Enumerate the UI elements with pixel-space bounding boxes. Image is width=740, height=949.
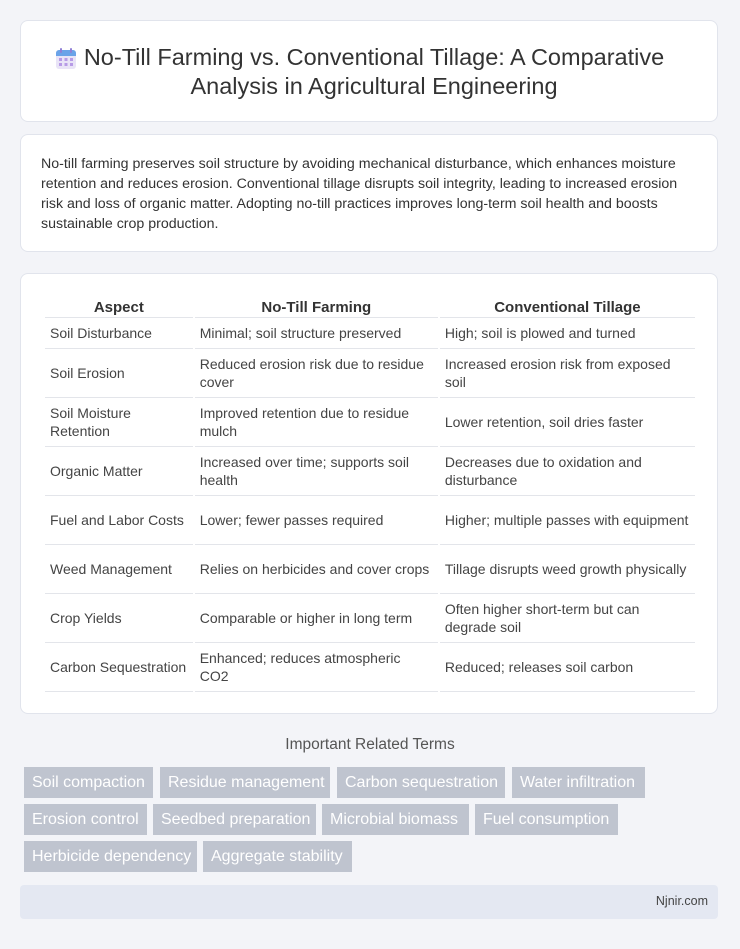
cell-no-till: Minimal; soil structure preserved — [195, 318, 438, 349]
cell-conventional: Tillage disrupts weed growth physically — [440, 545, 695, 594]
table-row — [45, 398, 695, 447]
page-title-line-2: Analysis in Agricultural Engineering — [190, 73, 558, 99]
comparison-table — [43, 297, 697, 692]
cell-aspect: Soil Moisture Retention — [45, 398, 193, 447]
term-tag[interactable]: Soil compaction — [24, 767, 153, 798]
term-tag[interactable]: Seedbed preparation — [153, 804, 316, 835]
cell-aspect: Crop Yields — [45, 594, 193, 643]
table-row — [45, 643, 695, 692]
cell-no-till: Improved retention due to residue mulch — [195, 398, 438, 447]
table-row — [45, 545, 695, 594]
cell-conventional: High; soil is plowed and turned — [440, 318, 695, 349]
cell-no-till: Reduced erosion risk due to residue cover — [195, 349, 438, 398]
term-tag[interactable]: Fuel consumption — [475, 804, 618, 835]
term-tag[interactable]: Herbicide dependency — [24, 841, 197, 872]
table-row — [45, 496, 695, 545]
cell-aspect: Fuel and Labor Costs — [45, 496, 193, 545]
header-aspect: Aspect — [45, 297, 193, 318]
cell-conventional: Decreases due to oxidation and disturbance — [440, 447, 695, 496]
header-card — [20, 20, 718, 122]
cell-conventional: Increased erosion risk from exposed soil — [440, 349, 695, 398]
cell-no-till: Lower; fewer passes required — [195, 496, 438, 545]
related-terms-title: Important Related Terms — [285, 736, 455, 753]
summary-text: No-till farming preserves soil structure by avoiding mechanical disturbance, which enhances moisture retention and reduces erosion. Conventional tillage disrupts soil integrity, leading to increased erosion risk and loss of organic matter. Adopting no-till practices improves long-term soil health and boosts sustainable crop production. — [41, 156, 678, 232]
cell-conventional: Reduced; releases soil carbon — [440, 643, 695, 692]
summary-card — [20, 134, 718, 252]
term-tag[interactable]: Carbon sequestration — [337, 767, 505, 798]
cell-no-till: Relies on herbicides and cover crops — [195, 545, 438, 594]
cell-aspect: Carbon Sequestration — [45, 643, 193, 692]
cell-conventional: Higher; multiple passes with equipment — [440, 496, 695, 545]
term-tag[interactable]: Water infiltration — [512, 767, 645, 798]
page-title — [51, 43, 697, 101]
term-tag[interactable]: Aggregate stability — [203, 841, 352, 872]
cell-conventional: Lower retention, soil dries faster — [440, 398, 695, 447]
cell-no-till: Increased over time; supports soil health — [195, 447, 438, 496]
table-header-row — [45, 297, 695, 318]
header-conventional: Conventional Tillage — [440, 297, 695, 318]
table-row — [45, 318, 695, 349]
comparison-table-card — [20, 273, 718, 714]
table-row — [45, 349, 695, 398]
page-title-line-1: No-Till Farming vs. Conventional Tillage: A Comparative — [83, 44, 665, 70]
table-row — [45, 594, 695, 643]
header-no-till: No-Till Farming — [195, 297, 438, 318]
footer — [20, 885, 718, 919]
cell-aspect: Organic Matter — [45, 447, 193, 496]
term-tag[interactable]: Residue management — [160, 767, 330, 798]
cell-aspect: Weed Management — [45, 545, 193, 594]
table-row — [45, 447, 695, 496]
cell-conventional: Often higher short-term but can degrade soil — [440, 594, 695, 643]
cell-no-till: Enhanced; reduces atmospheric CO2 — [195, 643, 438, 692]
footer-site-link[interactable]: Njnir.com — [655, 894, 708, 908]
cell-aspect: Soil Erosion — [45, 349, 193, 398]
cell-aspect: Soil Disturbance — [45, 318, 193, 349]
term-tag[interactable]: Microbial biomass — [322, 804, 469, 835]
cell-no-till: Comparable or higher in long term — [195, 594, 438, 643]
term-tag[interactable]: Erosion control — [24, 804, 147, 835]
